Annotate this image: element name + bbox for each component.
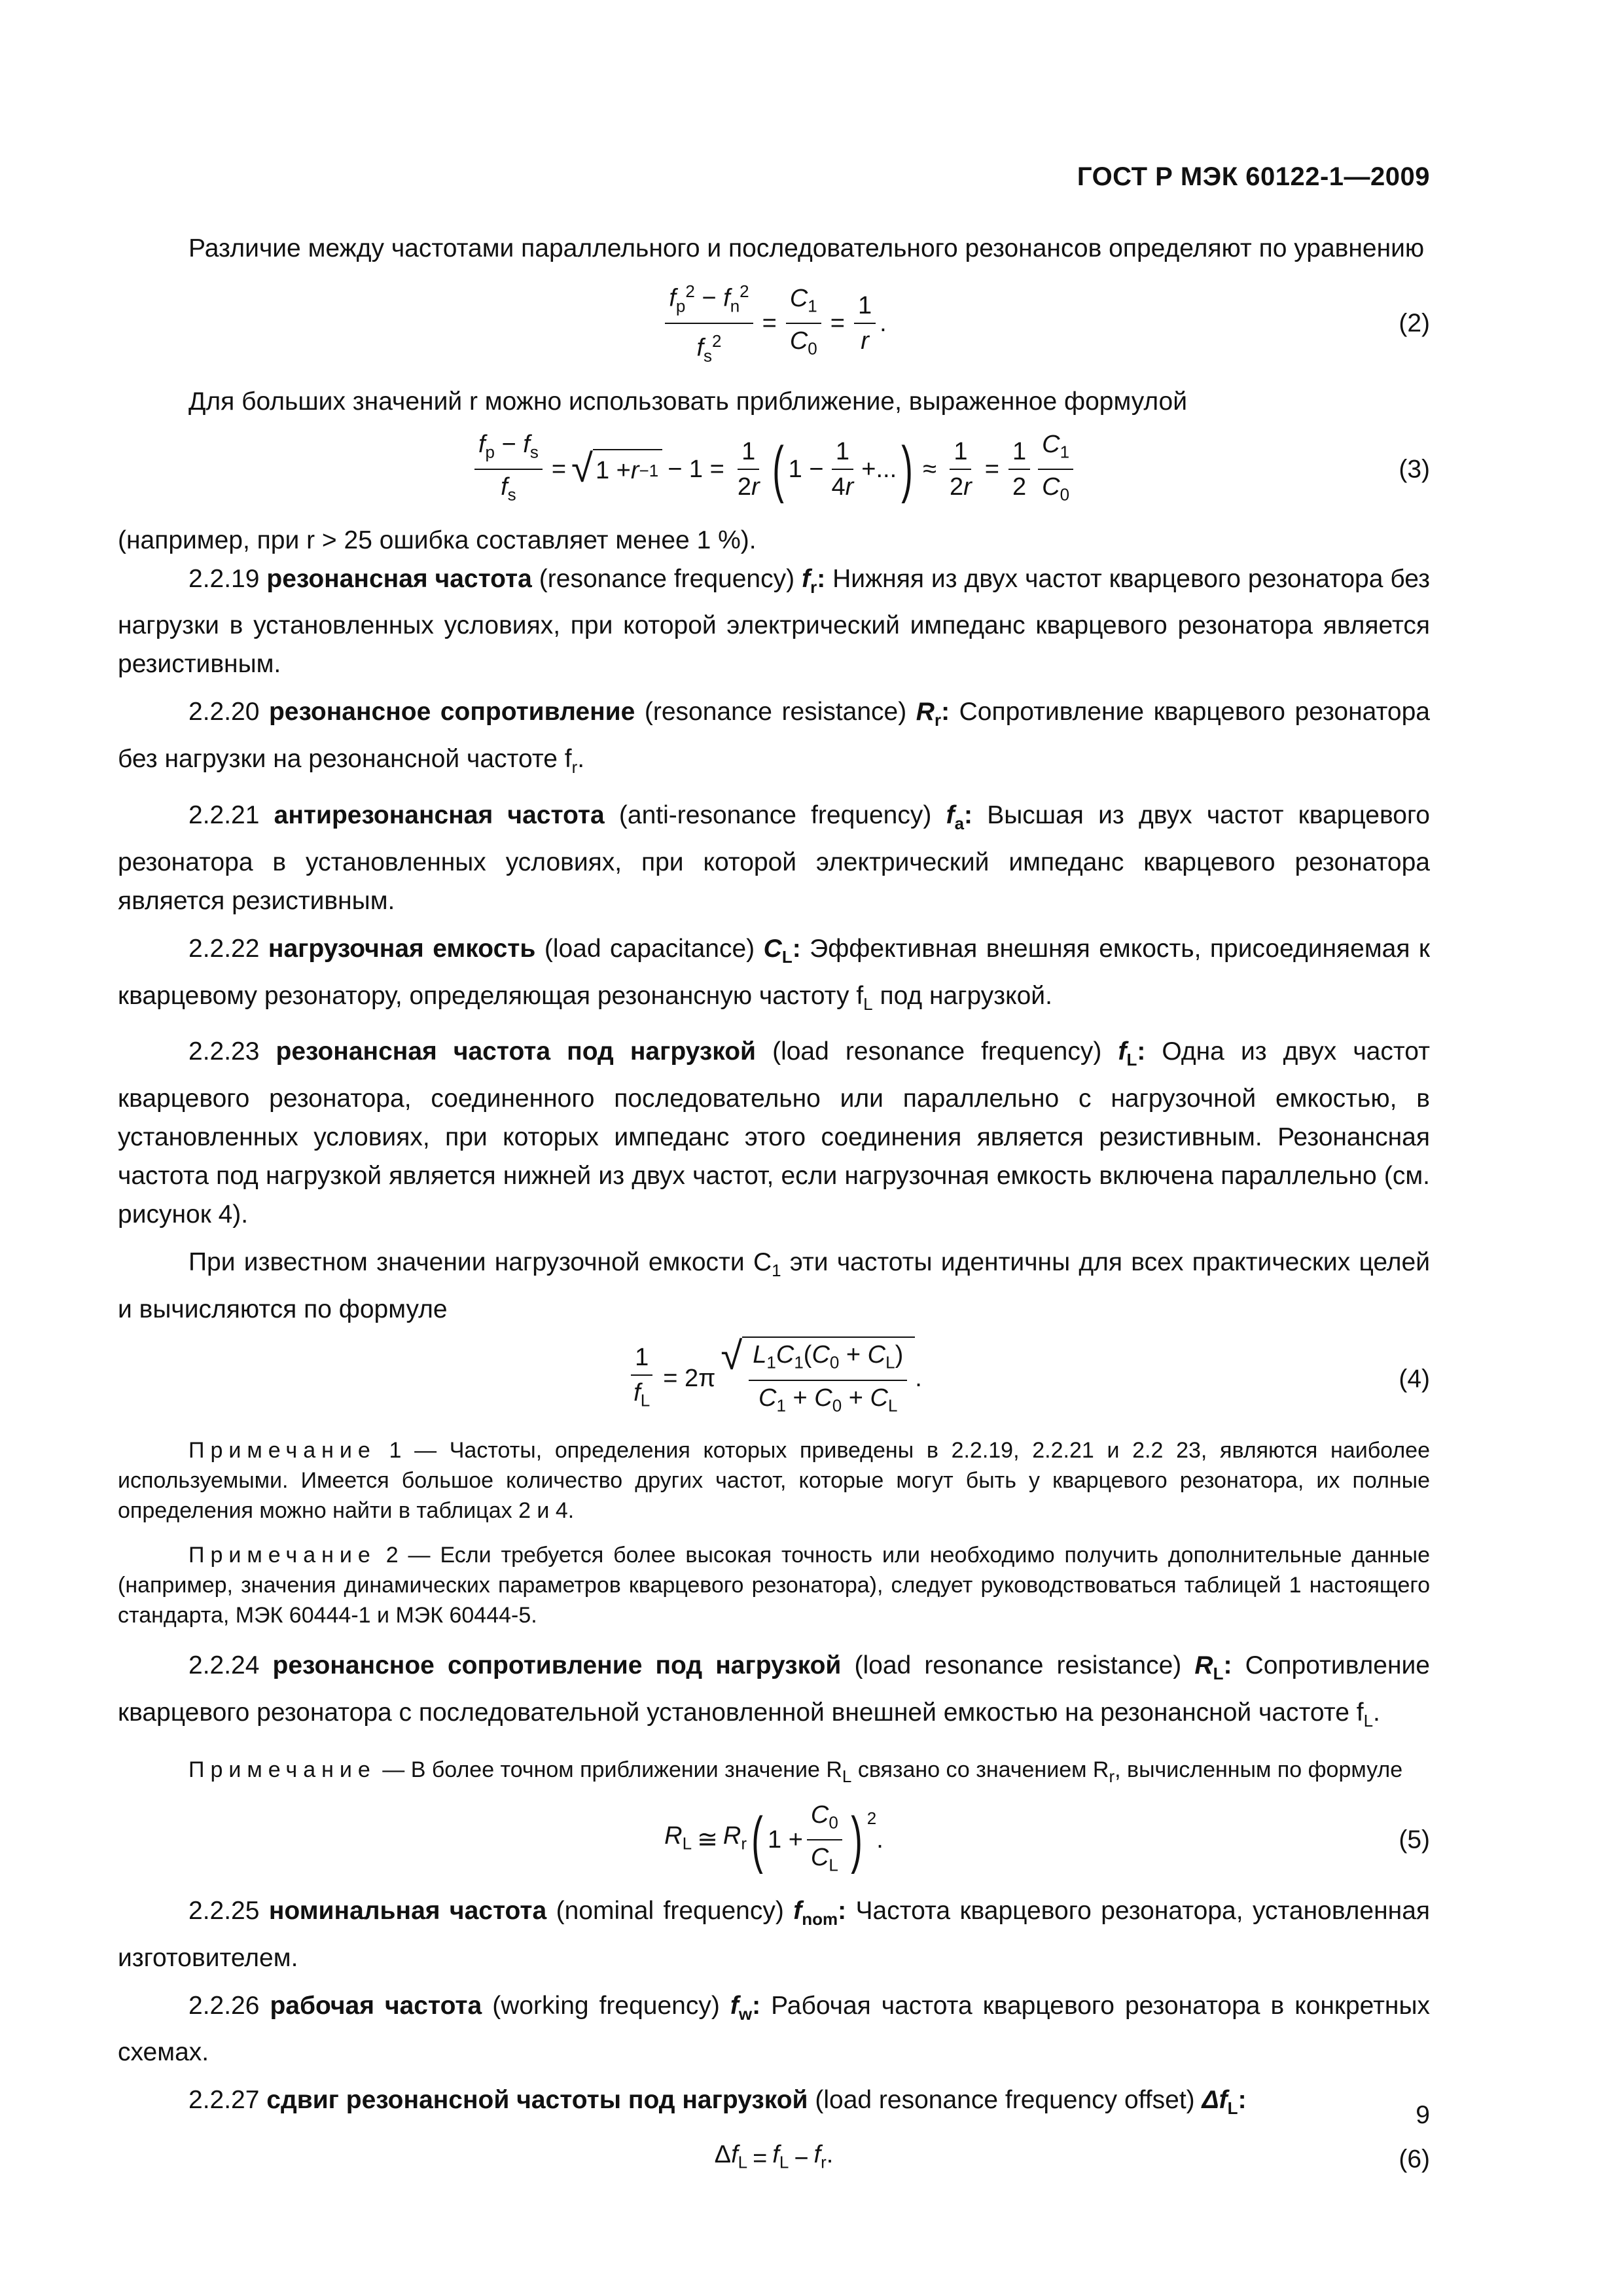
- definition-2-2-27: 2.2.27 сдвиг резонансной частоты под нагрузкой (load resonance frequency offset) $\Delta f_L$:: [188, 2086, 1247, 2119]
- equation-5: $R_L$ ≅ $R_r$ ( 1 + $\frac{C_0}{C_L}$ ) $^2$ . (5): [118, 1799, 1430, 1881]
- equation-number: (4): [1399, 1365, 1430, 1393]
- equation-number: (6): [1399, 2145, 1430, 2174]
- document-header: ГОСТ Р МЭК 60122-1—2009: [1077, 162, 1430, 191]
- equation-number: (3): [1399, 455, 1430, 484]
- paragraph-large-r: Для больших значений r можно использовать приближение, выраженное формулой: [188, 387, 1188, 416]
- definition-2-2-19: 2.2.19 резонансная частота (resonance frequency) $f_r$: Нижняя из двух частот кварцевого резонатора без нагрузки в установленных условиях, при которой электрический импеданс кварцевого резонатора является резистивным.: [118, 564, 1430, 679]
- paragraph-example: (например, при r > 25 ошибка составляет менее 1 %).: [118, 526, 757, 554]
- equation-4: $\frac{1}{f_L}$ = 2π √ $\frac{L_1C_1(C_0 + C_L)}{C_1 + C_0 + C_L}$ . (4): [118, 1336, 1430, 1421]
- note-3: Примечание — В более точном приближении значение $R_L$ связано со значением $R_r$, вычисленным по формуле: [188, 1757, 1403, 1786]
- definition-2-2-24: 2.2.24 резонансное сопротивление под нагрузкой (load resonance resistance) $R_L$: Сопротивление кварцевого резонатора с последовательной установленной внешней емкостью на резонансной частоте $f_L$.: [118, 1651, 1430, 1731]
- definition-2-2-22: 2.2.22 нагрузочная емкость (load capacitance) $C_L$: Эффективная внешняя емкость, присоединяемая к кварцевому резонатору, определяющая резонансную частоту $f_L$ под нагрузкой.: [118, 934, 1430, 1014]
- paragraph-intro: Различие между частотами параллельного и последовательного резонансов определяют по уравнению: [188, 234, 1425, 262]
- definition-2-2-25: 2.2.25 номинальная частота (nominal frequency) $f_{nom}$: Частота кварцевого резонатора, установленная изготовителем.: [118, 1896, 1431, 1972]
- page-number: 9: [1416, 2101, 1430, 2129]
- definition-2-2-21: 2.2.21 антирезонансная частота (anti-resonance frequency) $f_a$: Высшая из двух частот кварцевого резонатора в установленных условиях, при которой электрический импеданс кварцевого резонатора является резистивным.: [118, 801, 1430, 915]
- equation-number: (2): [1399, 309, 1430, 338]
- note-2: Примечание 2 — Если требуется более высокая точность или необходимо получить дополнительные данные (например, значения динамических параметров кварцевого резонатора), следует руководствоваться таблицей 1 настоящего стандарта, МЭК 60444-1 и МЭК 60444-5.: [118, 1543, 1430, 1628]
- definition-2-2-23: 2.2.23 резонансная частота под нагрузкой (load resonance frequency) $f_L$: Одна из двух частот кварцевого резонатора, соединенного последовательно или параллельно с нагрузочной емкостью, в установленных условиях, при которых импеданс этого соединения является резистивным. Резонансная частота под нагрузкой является нижней из двух частот, если нагрузочная емкость включена параллельно (см. рисунок 4).: [118, 1037, 1430, 1229]
- paragraph-known-capacitance: При известном значении нагрузочной емкости $C_1$ эти частоты идентичны для всех практических целей и вычисляются по формуле: [118, 1248, 1430, 1324]
- equation-2: $\frac{f_p^2 - f_n^2}{f_s^2}$ = $\frac{C_1}{C_0}$ = $\frac{1}{r}$ . (2): [118, 276, 1430, 372]
- definition-2-2-20: 2.2.20 резонансное сопротивление (resonance resistance) $R_r$: Сопротивление кварцевого резонатора без нагрузки на резонансной частоте $f_r$.: [118, 698, 1430, 778]
- page-body: [118, 229, 1430, 2193]
- definition-2-2-26: 2.2.26 рабочая частота (working frequency) $f_w$: Рабочая частота кварцевого резонатора в конкретных схемах.: [118, 1991, 1430, 2067]
- note-1: Примечание 1 — Частоты, определения которых приведены в 2.2.19, 2.2.21 и 2.2 23, являются наиболее используемыми. Имеется большое количество других частот, которые могут быть у кварцевого резонатора, их полные определения можно найти в таблицах 2 и 4.: [118, 1438, 1430, 1524]
- equation-3: $\frac{f_p - f_s}{f_s}$ = √ 1 + r −1 − 1 = $\frac{1}{2r}$ ( 1 − $\frac{1}{4r}$ +... ) ≈ $\frac{1}{2r}$ = $\frac{1}{2}$ $\frac{C_1}{C_0}$ (3): [118, 429, 1430, 511]
- equation-number: (5): [1399, 1825, 1430, 1854]
- equation-6: $\Delta f_L$ = $f_L$ − $f_r$. (6): [118, 2136, 1430, 2182]
